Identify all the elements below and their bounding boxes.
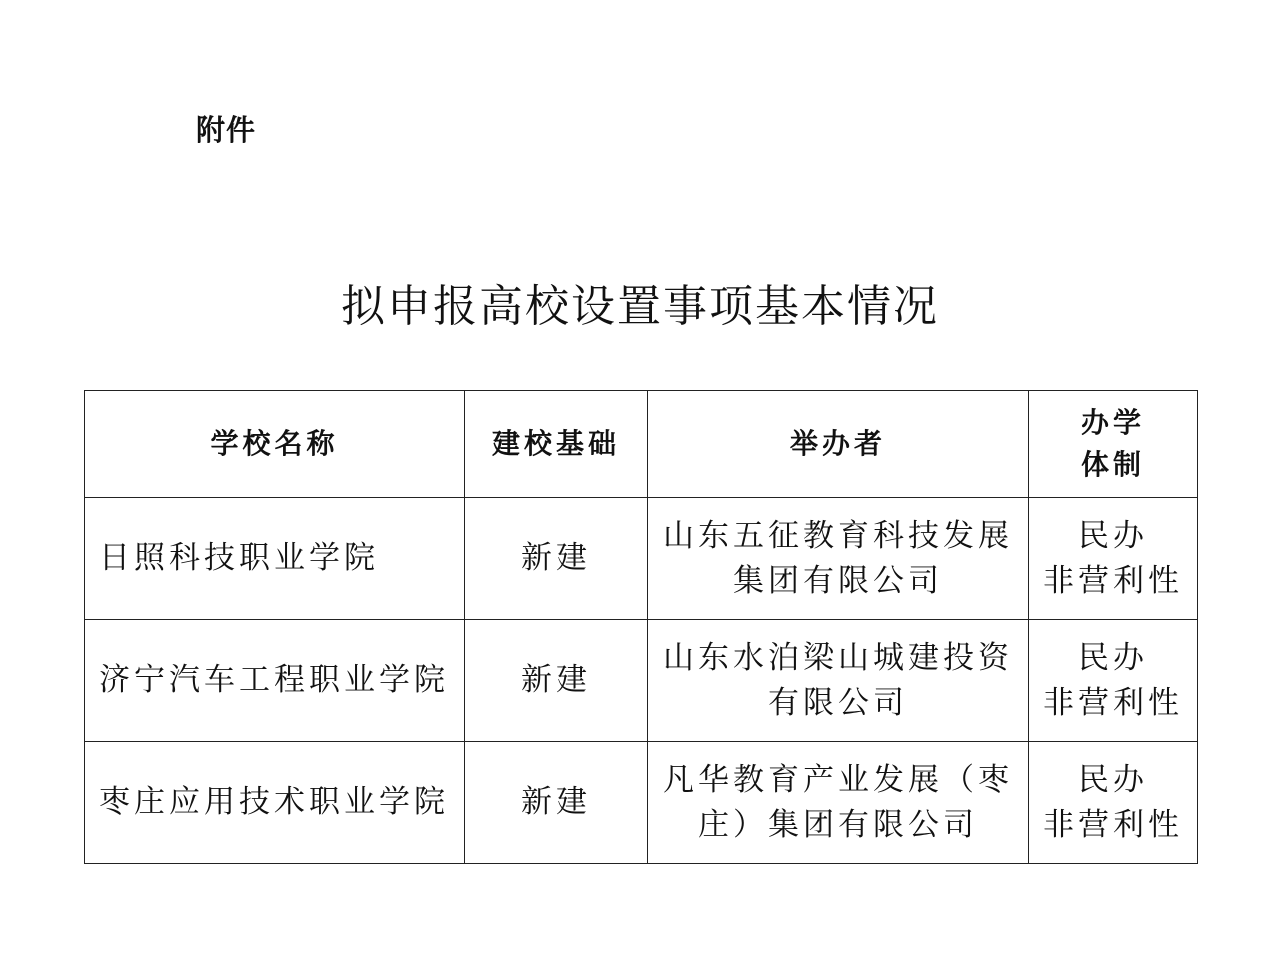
sponsor-cell bbox=[648, 742, 1029, 864]
schools-table bbox=[84, 390, 1198, 864]
sponsor-cell bbox=[648, 620, 1029, 742]
table-row bbox=[85, 498, 1198, 620]
table-row bbox=[85, 620, 1198, 742]
school-name-cell: 枣庄应用技术职业学院 bbox=[85, 742, 465, 864]
sponsor-line-1: 山东水泊梁山城建投资 bbox=[663, 639, 1013, 676]
basis-cell: 新建 bbox=[465, 620, 648, 742]
sponsor-line-2: 集团有限公司 bbox=[733, 562, 943, 599]
system-cell bbox=[1029, 742, 1198, 864]
system-line-1: 民办 bbox=[1078, 517, 1148, 554]
school-name-cell: 日照科技职业学院 bbox=[85, 498, 465, 620]
basis-cell: 新建 bbox=[465, 742, 648, 864]
column-header-system bbox=[1029, 391, 1198, 498]
sponsor-line-2: 有限公司 bbox=[768, 684, 908, 721]
system-cell bbox=[1029, 620, 1198, 742]
column-header-sponsor bbox=[648, 391, 1029, 498]
header-text: 建校基础 bbox=[491, 427, 620, 460]
system-line-1: 民办 bbox=[1078, 761, 1148, 798]
table-row bbox=[85, 742, 1198, 864]
sponsor-line-2: 庄）集团有限公司 bbox=[698, 806, 978, 843]
column-header-basis bbox=[465, 391, 648, 498]
header-text: 举办者 bbox=[789, 427, 886, 460]
system-line-1: 民办 bbox=[1078, 639, 1148, 676]
document-title: 拟申报高校设置事项基本情况 bbox=[341, 281, 939, 332]
table-header-row bbox=[85, 391, 1198, 498]
sponsor-cell bbox=[648, 498, 1029, 620]
system-line-2: 非营利性 bbox=[1043, 684, 1183, 721]
column-header-school-name bbox=[85, 391, 465, 498]
system-line-2: 非营利性 bbox=[1043, 806, 1183, 843]
basis-cell: 新建 bbox=[465, 498, 648, 620]
header-text-line-1: 办学 bbox=[1080, 406, 1145, 439]
attachment-label: 附件 bbox=[196, 113, 257, 147]
system-line-2: 非营利性 bbox=[1043, 562, 1183, 599]
school-name-cell: 济宁汽车工程职业学院 bbox=[85, 620, 465, 742]
system-cell bbox=[1029, 498, 1198, 620]
sponsor-line-1: 凡华教育产业发展（枣 bbox=[663, 761, 1013, 798]
sponsor-line-1: 山东五征教育科技发展 bbox=[663, 517, 1013, 554]
header-text: 学校名称 bbox=[210, 427, 339, 460]
header-text-line-2: 体制 bbox=[1080, 448, 1145, 481]
